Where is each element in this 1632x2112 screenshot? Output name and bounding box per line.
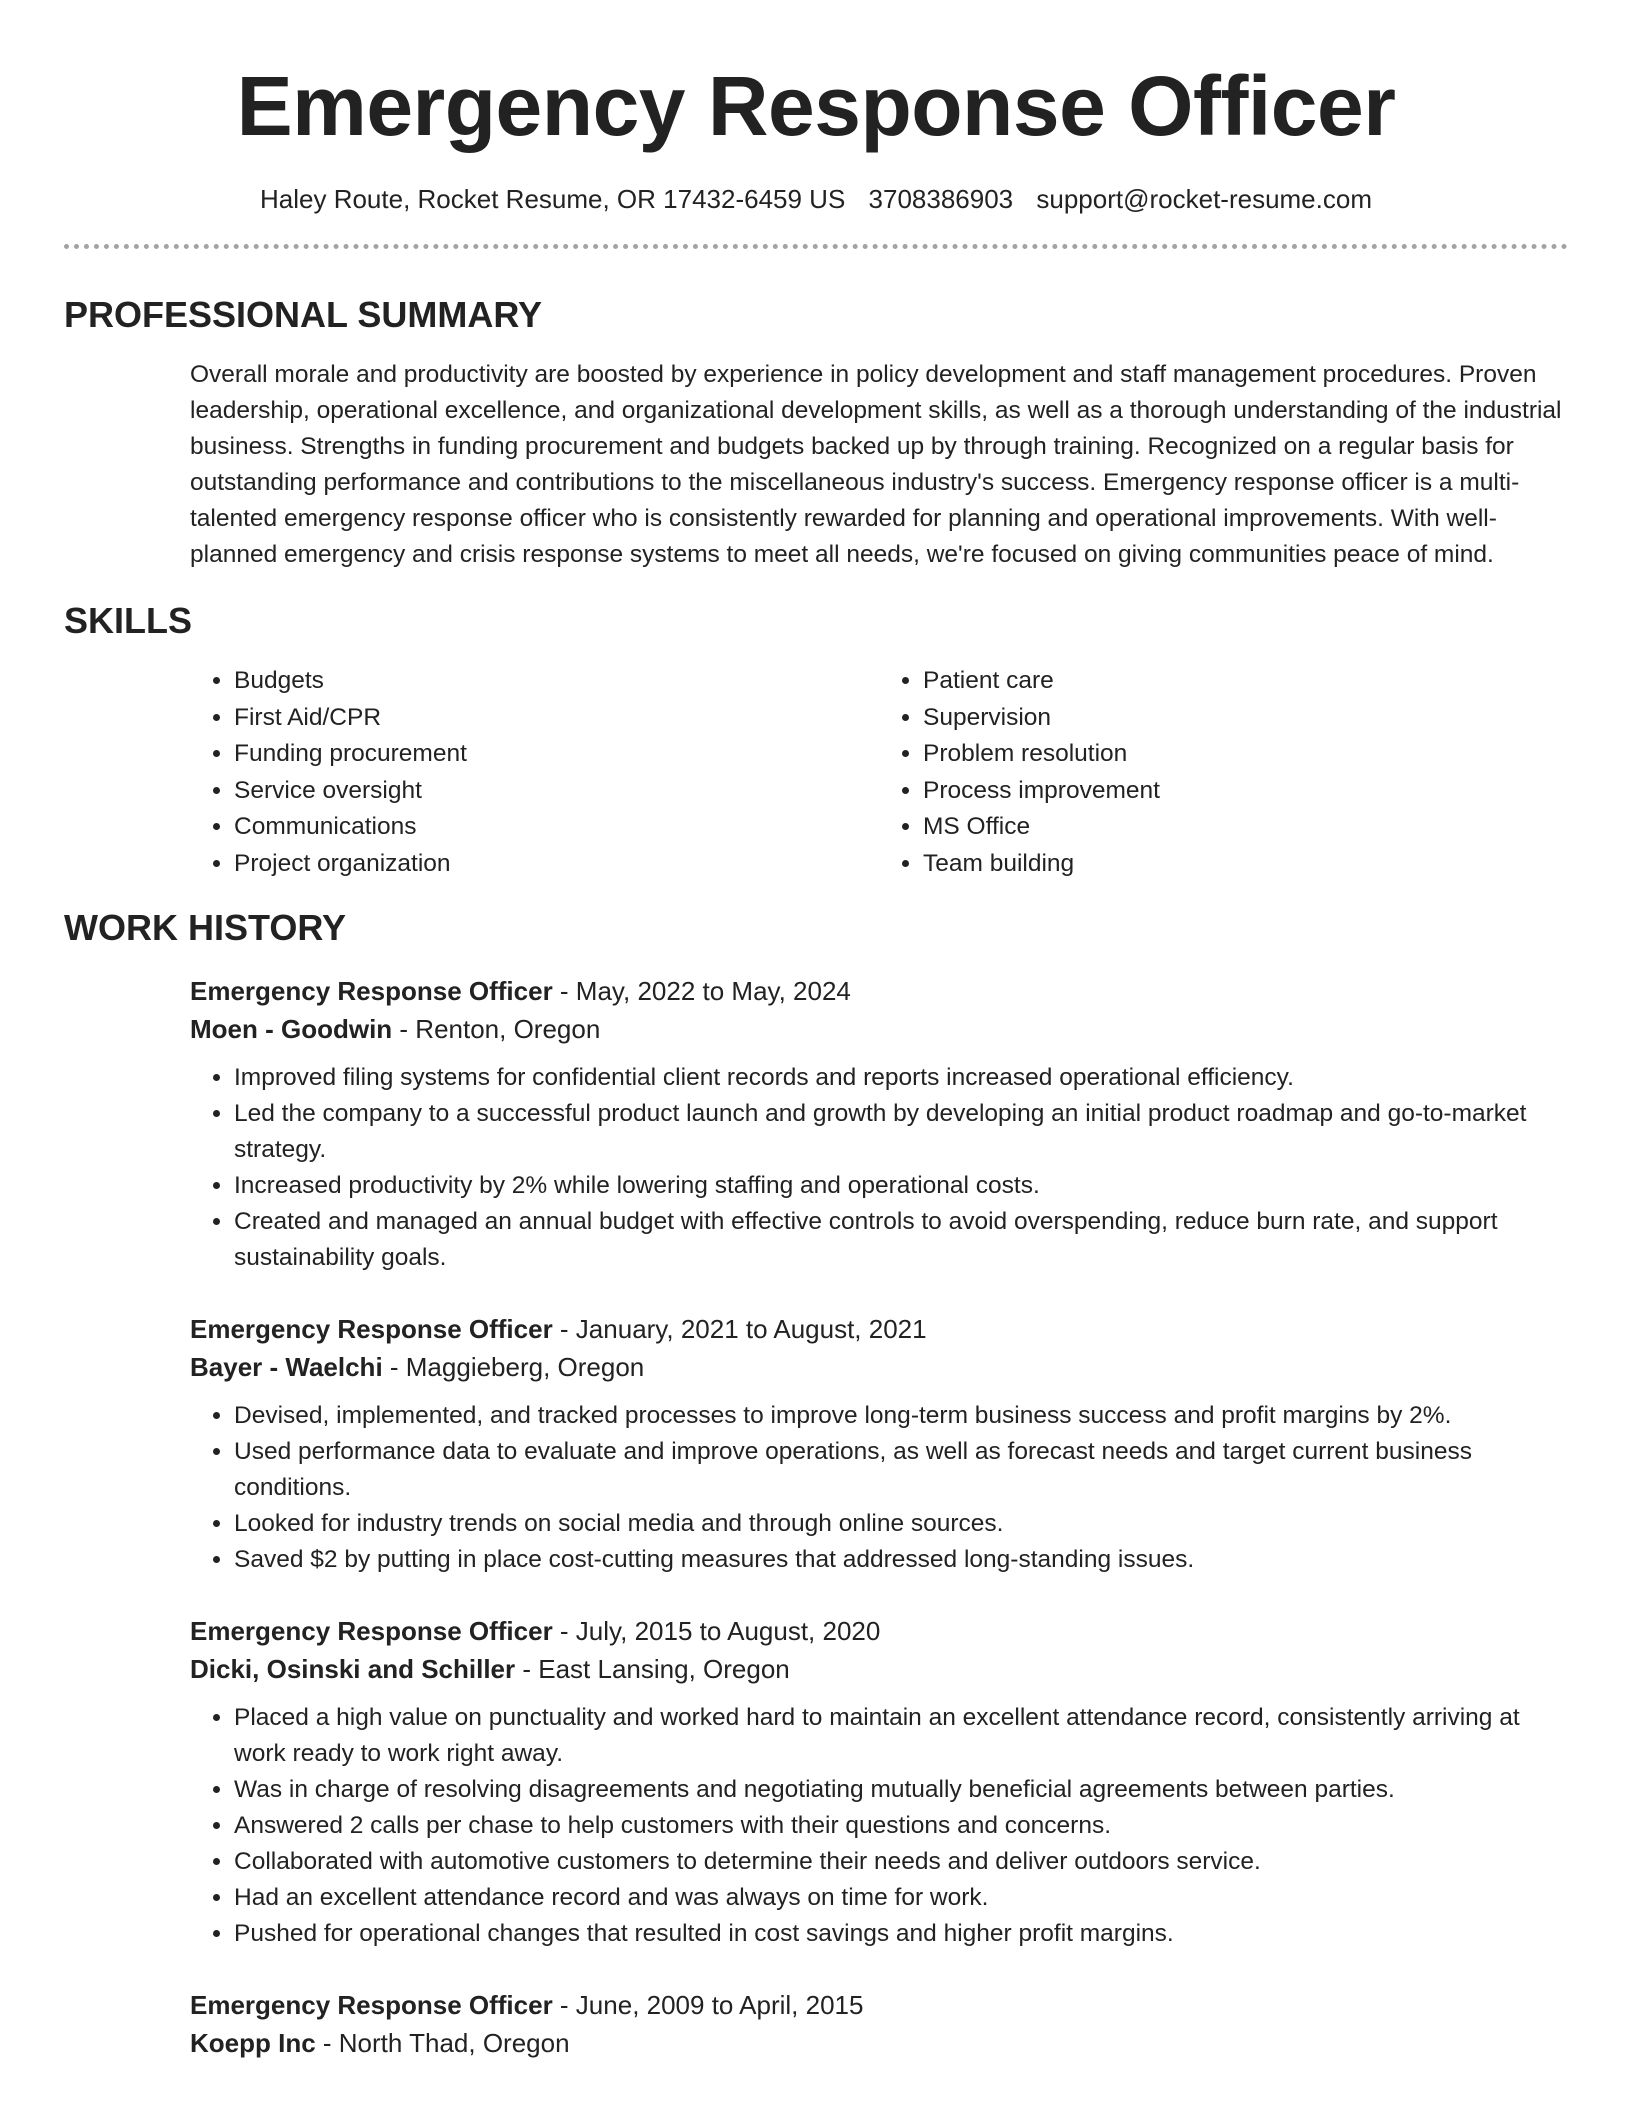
skills-section [64,599,1568,882]
skill-item: • Problem resolution [923,736,1568,773]
job-location: - North Thad, Oregon [315,2028,570,2058]
job-company: Koepp Inc [190,2028,316,2058]
job-dates: - July, 2015 to August, 2020 [552,1616,881,1646]
skill-item: • Budgets [234,663,879,700]
job-company-line [190,1348,1568,1386]
skill-item: • Communications [234,809,879,846]
skill-item: • Funding procurement [234,736,879,773]
job-bullet: • Led the company to a successful product launch and growth by developing an initial product roadmap and go-to-market strategy. [234,1096,1568,1168]
job-entry [190,1986,1568,2062]
job-bullet: • Had an excellent attendance record and was always on time for work. [234,1880,1568,1916]
job-dates: - May, 2022 to May, 2024 [552,976,851,1006]
job-title-line [190,1612,1568,1650]
summary-section [64,293,1568,573]
job-title: Emergency Response Officer [190,1990,553,2020]
job-location: - Renton, Oregon [392,1014,601,1044]
job-bullets [190,1398,1568,1578]
skills-list-left [190,663,879,882]
skill-item: • Patient care [923,663,1568,700]
job-company: Bayer - Waelchi [190,1352,383,1382]
skill-item: • Service oversight [234,773,879,810]
contact-line [64,182,1568,216]
skills-heading: SKILLS [64,600,193,641]
job-dates: - June, 2009 to April, 2015 [552,1990,864,2020]
job-company-line [190,2024,1568,2062]
job-entry [190,1310,1568,1578]
job-bullet: • Was in charge of resolving disagreements and negotiating mutually beneficial agreements between parties. [234,1772,1568,1808]
job-bullet: • Created and managed an annual budget with effective controls to avoid overspending, reduce burn rate, and support sustainability goals. [234,1204,1568,1276]
job-bullet: • Looked for industry trends on social media and through online sources. [234,1506,1568,1542]
job-entry [190,1612,1568,1952]
job-bullet: • Answered 2 calls per chase to help customers with their questions and concerns. [234,1808,1568,1844]
contact-phone: 3708386903 [868,184,1014,214]
job-company: Moen - Goodwin [190,1014,393,1044]
job-bullet: • Used performance data to evaluate and improve operations, as well as forecast needs and target current business conditions. [234,1434,1568,1506]
job-bullet: • Placed a high value on punctuality and worked hard to maintain an excellent attendance record, consistently arriving at work ready to work right away. [234,1700,1568,1772]
job-bullet: • Increased productivity by 2% while lowering staffing and operational costs. [234,1168,1568,1204]
job-bullet: • Devised, implemented, and tracked processes to improve long-term business success and profit margins by 2%. [234,1398,1568,1434]
work-heading: WORK HISTORY [64,907,347,948]
job-company-line [190,1010,1568,1048]
job-company-line [190,1650,1568,1688]
resume-title: Emergency Response Officer [236,59,1396,153]
job-location: - Maggieberg, Oregon [382,1352,645,1382]
job-bullets [190,1060,1568,1276]
job-title: Emergency Response Officer [190,1314,553,1344]
job-title: Emergency Response Officer [190,976,553,1006]
job-title-line [190,972,1568,1010]
job-location: - East Lansing, Oregon [515,1654,790,1684]
job-bullets [190,1700,1568,1952]
job-title: Emergency Response Officer [190,1616,553,1646]
skill-item: • Process improvement [923,773,1568,810]
job-company: Dicki, Osinski and Schiller [190,1654,516,1684]
summary-text: Overall morale and productivity are boosted by experience in policy development and staff management procedures. Proven leadership, operational excellence, and organizational development skills, as well as a thorough understanding of the industrial business. Strengths in funding procurement and budgets backed up by through training. Recognized on a regular basis for outstanding performance and contributions to the miscellaneous industry's success. Emergency response officer is a multi-talented emergency response officer who is consistently rewarded for planning and operational improvements. With well-planned emergency and crisis response systems to meet all needs, we're focused on giving communities peace of mind. [190,361,1562,568]
job-title-line [190,1310,1568,1348]
job-bullet: • Pushed for operational changes that resulted in cost savings and higher profit margins. [234,1916,1568,1952]
skill-item: • MS Office [923,809,1568,846]
job-title-line [190,1986,1568,2024]
job-bullet: • Improved filing systems for confidential client records and reports increased operational efficiency. [234,1060,1568,1096]
job-dates: - January, 2021 to August, 2021 [552,1314,927,1344]
job-entry [190,972,1568,1276]
summary-heading: PROFESSIONAL SUMMARY [64,294,543,335]
header-divider [64,244,1568,249]
job-bullet: • Collaborated with automotive customers to determine their needs and deliver outdoors service. [234,1844,1568,1880]
skill-item: • Supervision [923,700,1568,737]
skill-item: • First Aid/CPR [234,700,879,737]
skills-list-right [879,663,1568,882]
work-section [64,906,1568,2062]
job-bullet: • Saved $2 by putting in place cost-cutting measures that addressed long-standing issues. [234,1542,1568,1578]
skill-item: • Team building [923,846,1568,883]
skill-item: • Project organization [234,846,879,883]
contact-email[interactable]: support@rocket-resume.com [1036,184,1372,214]
contact-address: Haley Route, Rocket Resume, OR 17432-6459 US [260,184,846,214]
